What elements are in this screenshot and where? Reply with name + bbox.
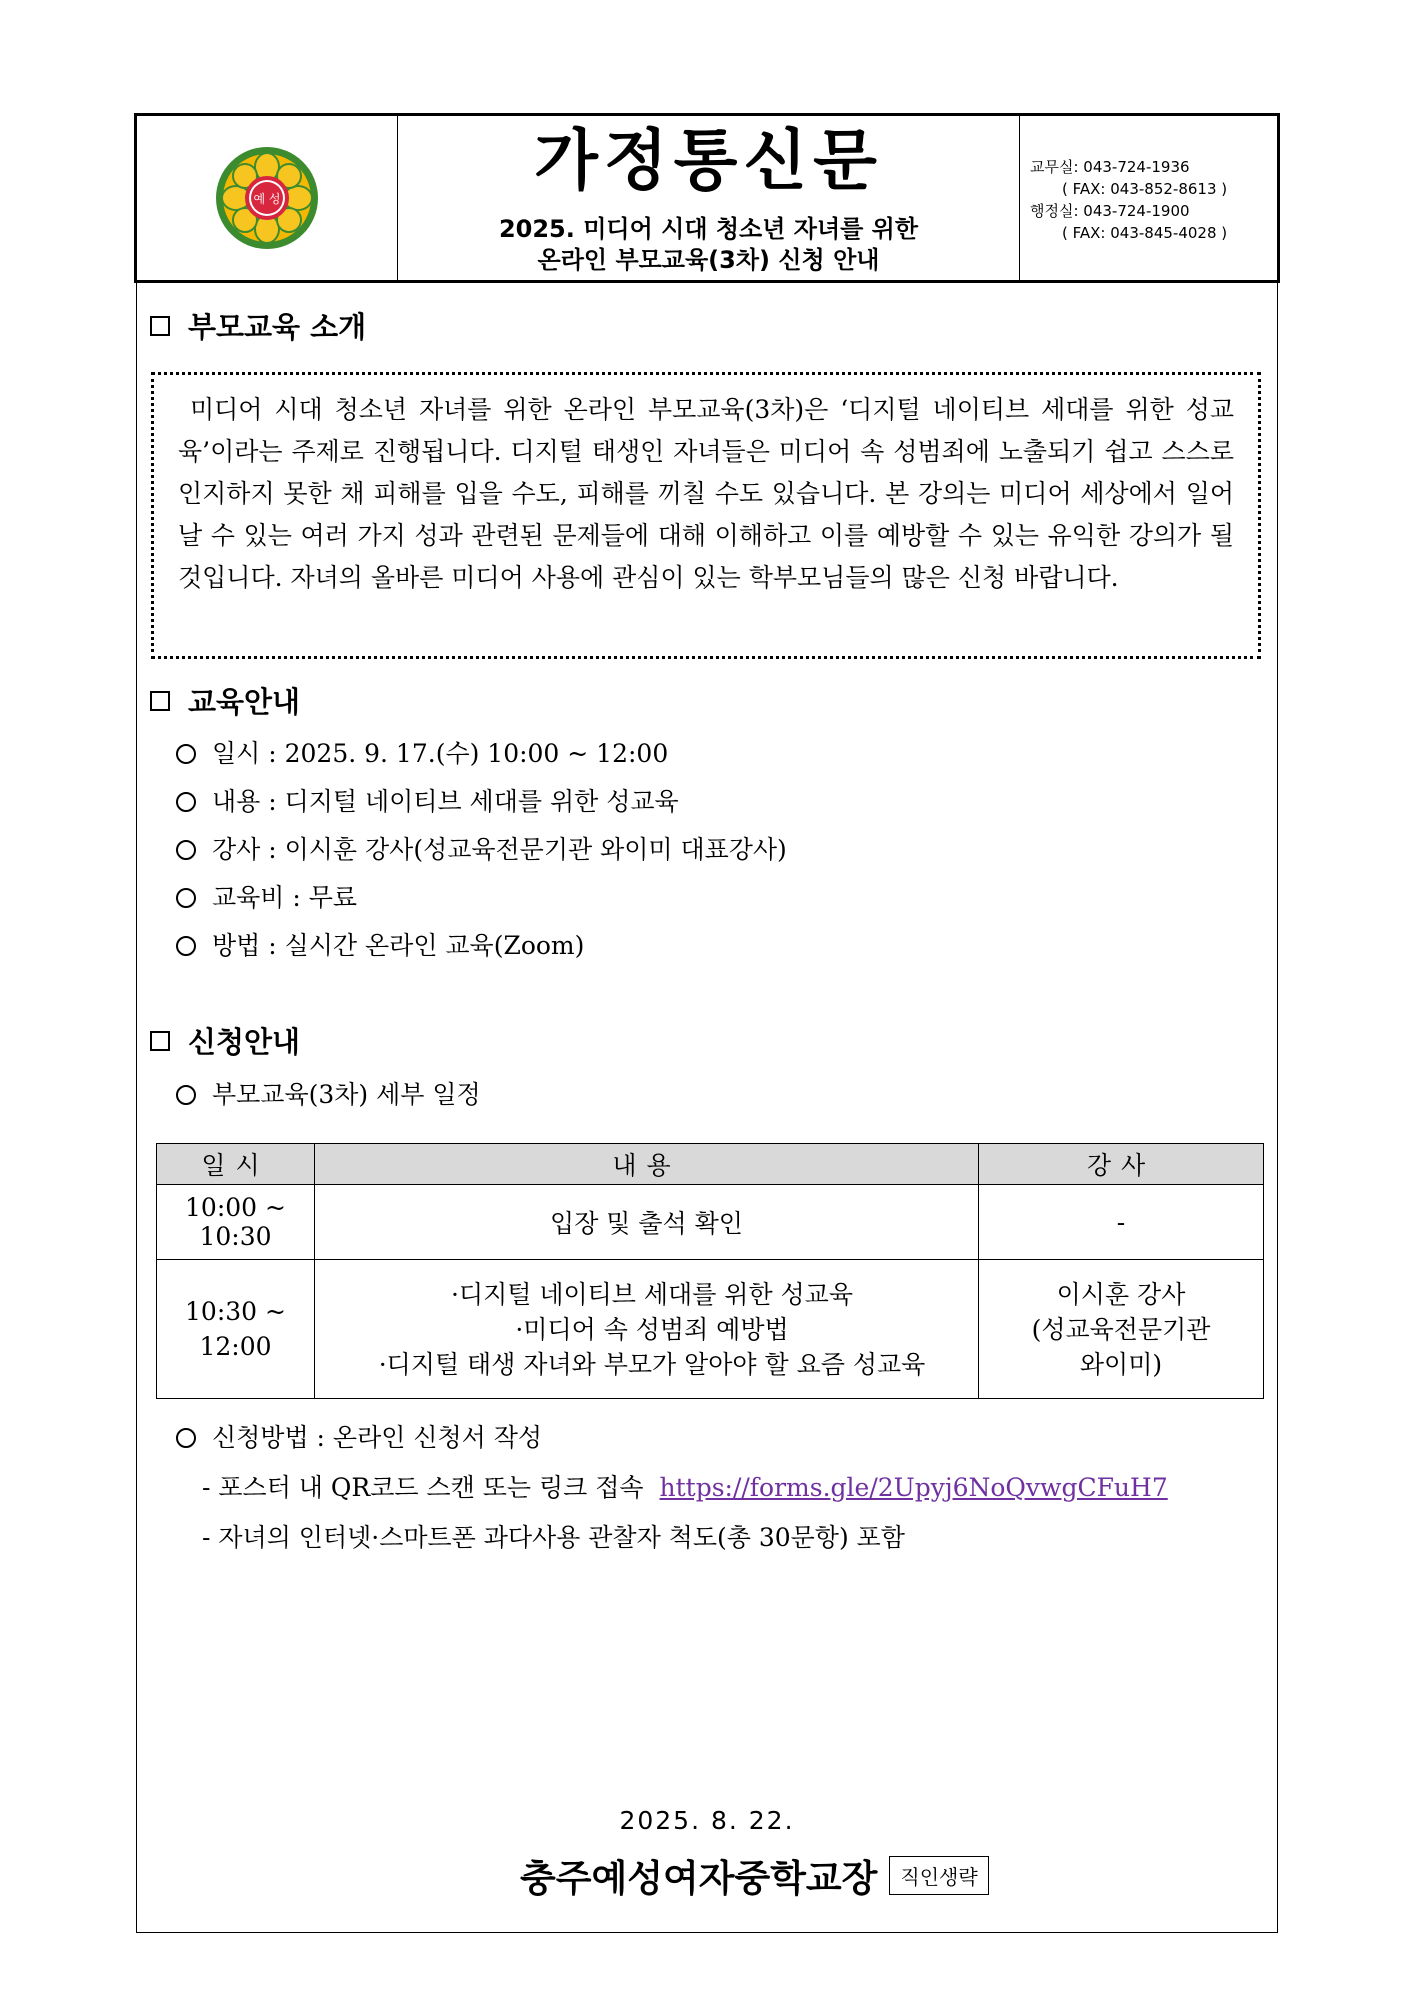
application-form-link[interactable]: https://forms.gle/2Upyj6NoQvwgCFuH7	[659, 1473, 1168, 1502]
logo-cell	[137, 116, 398, 280]
section-education-heading	[150, 680, 300, 721]
cell-time: 10:30 ~ 12:00	[157, 1260, 315, 1399]
section-title: 교육안내	[188, 685, 301, 719]
cell-instructor: -	[979, 1185, 1264, 1260]
subtitle-line-1: 2025. 미디어 시대 청소년 자녀를 위한	[498, 215, 919, 243]
table-header-row	[157, 1144, 1264, 1185]
checkbox-square-icon	[150, 1031, 170, 1051]
seal-omitted-box: 직인생략	[889, 1856, 988, 1895]
circle-bullet-icon	[176, 840, 196, 860]
schedule-label-row	[176, 1071, 481, 1119]
circle-bullet-icon	[176, 792, 196, 812]
list-item: 부모교육(3차) 세부 일정	[176, 1071, 481, 1119]
circle-bullet-icon	[176, 744, 196, 764]
checkbox-square-icon	[150, 691, 170, 711]
cell-content: ·디지털 네이티브 세대를 위한 성교육 ·미디어 속 성범죄 예방법 ·디지털 태생 자녀와 부모가 알아야 할 요즘 성교육	[315, 1260, 979, 1399]
page-title: 가정통신문	[534, 122, 883, 199]
schedule-table	[156, 1143, 1264, 1399]
detail-line: - 자녀의 인터넷·스마트폰 과다사용 관찰자 척도(총 30문항) 포함	[202, 1523, 905, 1552]
section-title: 부모교육 소개	[188, 310, 367, 344]
signature-block	[520, 1848, 989, 1902]
table-row	[157, 1185, 1264, 1260]
list-item: 교육비 : 무료	[176, 874, 787, 922]
contact-office-2: 행정실: 043-724-1900	[1030, 202, 1190, 220]
contact-fax-2: ( FAX: 043-845-4028 )	[1062, 224, 1228, 242]
intro-text: 미디어 시대 청소년 자녀를 위한 온라인 부모교육(3차)은 ‘디지털 네이티브 세대를 위한 성교육’이라는 주제로 진행됩니다. 디지털 태생인 자녀들은 미디어 속 성범죄에 노출되기 쉽고 스스로 인지하지 못한 채 피해를 입을 수도, 피해를 끼칠 수도 있습니다. 본 강의는 미디어 세상에서 일어날 수 있는 여러 가지 성과 관련된 문제들에 대해 이해하고 이를 예방할 수 있는 유익한 강의가 될 것입니다. 자녀의 올바른 미디어 사용에 관심이 있는 학부모님들의 많은 신청 바랍니다.	[178, 395, 1234, 592]
section-title: 신청안내	[188, 1025, 301, 1059]
cell-instructor: 이시훈 강사 (성교육전문기관 와이미)	[979, 1260, 1264, 1399]
contact-fax-1: ( FAX: 043-852-8613 )	[1062, 180, 1228, 198]
circle-bullet-icon	[176, 936, 196, 956]
section-intro-heading	[150, 305, 366, 346]
cell-time: 10:00 ~ 10:30	[157, 1185, 315, 1260]
logo-text: 예 성	[253, 192, 281, 206]
circle-bullet-icon	[176, 888, 196, 908]
contact-info	[1020, 116, 1277, 280]
contact-office-1: 교무실: 043-724-1936	[1030, 158, 1190, 176]
title-cell	[398, 116, 1020, 280]
list-item: 방법 : 실시간 온라인 교육(Zoom)	[176, 922, 787, 970]
detail-line: - 포스터 내 QR코드 스캔 또는 링크 접속 https://forms.gle/2Upyj6NoQvwgCFuH7	[202, 1473, 1168, 1502]
list-item: 일시 : 2025. 9. 17.(수) 10:00 ~ 12:00	[176, 730, 787, 778]
table-row	[157, 1260, 1264, 1399]
principal-name: 충주예성여자중학교장	[520, 1857, 878, 1900]
section-application-heading	[150, 1020, 300, 1061]
issue-date: 2025. 8. 22.	[619, 1806, 795, 1835]
intro-box	[151, 372, 1261, 659]
circle-bullet-icon	[176, 1428, 196, 1448]
letter-header	[134, 113, 1280, 283]
header-time: 일시	[157, 1144, 315, 1185]
education-list	[176, 730, 787, 970]
school-emblem-icon	[214, 145, 320, 251]
checkbox-square-icon	[150, 316, 170, 336]
circle-bullet-icon	[176, 1085, 196, 1105]
list-item: 내용 : 디지털 네이티브 세대를 위한 성교육	[176, 778, 787, 826]
application-method	[176, 1413, 1168, 1563]
list-item: 신청방법 : 온라인 신청서 작성	[176, 1413, 1168, 1463]
header-content: 내용	[315, 1144, 979, 1185]
subtitle-line-2: 온라인 부모교육(3차) 신청 안내	[537, 246, 880, 274]
cell-content: 입장 및 출석 확인	[315, 1185, 979, 1260]
header-instructor: 강사	[979, 1144, 1264, 1185]
list-item: 강사 : 이시훈 강사(성교육전문기관 와이미 대표강사)	[176, 826, 787, 874]
